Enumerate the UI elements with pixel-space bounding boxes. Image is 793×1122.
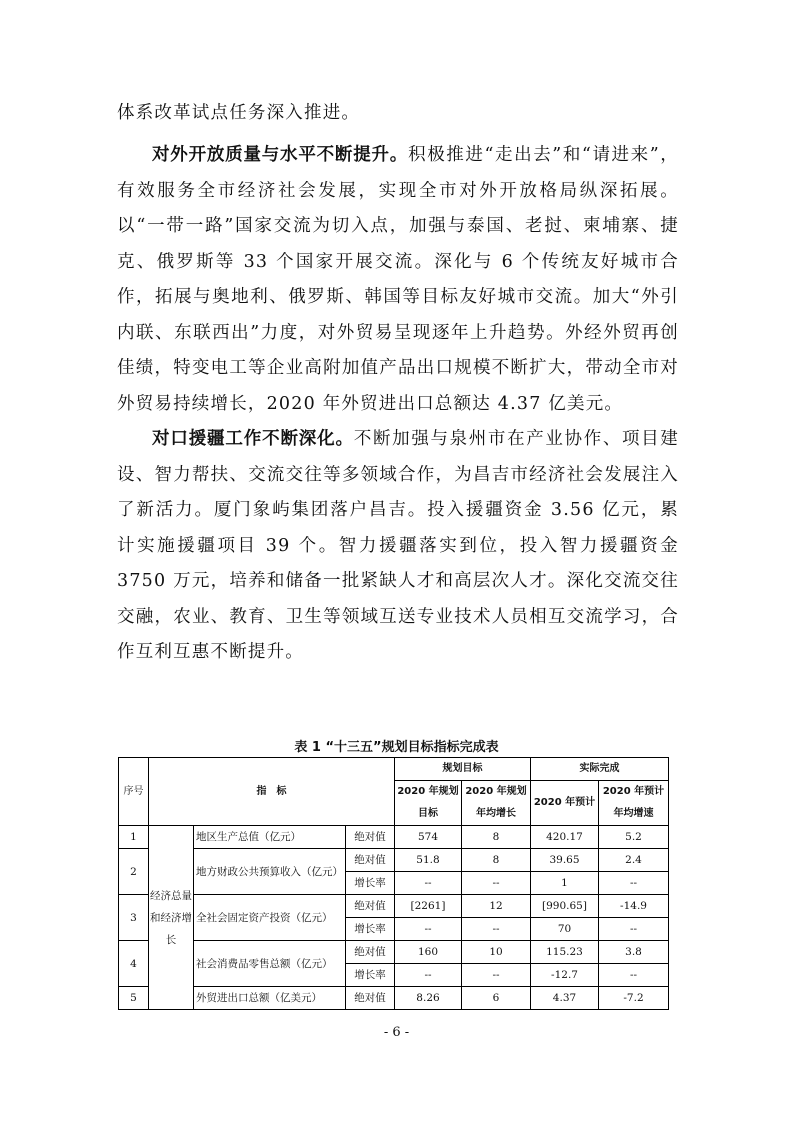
value-type: 增长率: [346, 872, 395, 895]
indicator-name: 全社会固定资产投资（亿元）: [194, 895, 346, 941]
row-seq: 5: [119, 987, 149, 1010]
estimate-growth-value: -7.2: [599, 987, 669, 1010]
target-value: 160: [395, 941, 462, 964]
header-estimate: 2020 年预计: [531, 781, 599, 826]
header-indicator: 指 标: [149, 758, 395, 826]
paragraph-lead: 对口援疆工作不断深化。: [152, 429, 354, 449]
value-type: 绝对值: [346, 826, 395, 849]
header-target-growth: 2020 年规划年均增长: [462, 781, 531, 826]
value-type: 绝对值: [346, 895, 395, 918]
estimate-growth-value: -14.9: [599, 895, 669, 918]
target-value: 8.26: [395, 987, 462, 1010]
page-number: - 6 -: [383, 1025, 410, 1040]
table-row: [119, 987, 669, 1010]
estimate-growth-value: 2.4: [599, 849, 669, 872]
indicator-name: 外贸进出口总额（亿美元）: [194, 987, 346, 1010]
table-row: [119, 849, 669, 872]
paragraph-text: 不断加强与泉州市在产业协作、项目建设、智力帮扶、交流交往等多领域合作，为昌吉市经济社会发展注入了新活力。厦门象屿集团落户昌吉。投入援疆资金 3.56 亿元，累计实施援疆项目 39 个。智力援疆落实到位，投入智力援疆资金 3750 万元，培养和储备一批紧缺人才和高层次人才。深化交流交往交融，农业、教育、卫生等领域互送专业技术人员相互交流学习，合作互利互惠不断提升。: [117, 429, 679, 662]
target-value: --: [395, 964, 462, 987]
indicator-table: [118, 757, 669, 1010]
target-growth-value: 8: [462, 826, 531, 849]
value-type: 绝对值: [346, 941, 395, 964]
estimate-value: 420.17: [531, 826, 599, 849]
indicator-name: 地方财政公共预算收入（亿元）: [194, 849, 346, 895]
row-seq: 2: [119, 849, 149, 895]
estimate-value: 70: [531, 918, 599, 941]
table-row: [119, 895, 669, 918]
target-growth-value: --: [462, 964, 531, 987]
estimate-value: [990.65]: [531, 895, 599, 918]
category-cell: 经济总量和经济增长: [149, 826, 194, 1010]
paragraph-lead: 对外开放质量与水平不断提升。: [152, 145, 409, 165]
header-seq: 序号: [119, 758, 149, 826]
estimate-growth-value: 3.8: [599, 941, 669, 964]
value-type: 增长率: [346, 964, 395, 987]
estimate-value: 1: [531, 872, 599, 895]
target-growth-value: --: [462, 872, 531, 895]
header-target: 2020 年规划目标: [395, 781, 462, 826]
header-estimate-growth: 2020 年预计年均增速: [599, 781, 669, 826]
table-caption: 表 1 “十三五”规划目标指标完成表: [294, 740, 499, 755]
paragraph-text: 体系改革试点任务深入推进。: [117, 103, 361, 123]
estimate-growth-value: --: [599, 918, 669, 941]
target-growth-value: 10: [462, 941, 531, 964]
estimate-growth-value: 5.2: [599, 826, 669, 849]
row-seq: 4: [119, 941, 149, 987]
target-value: --: [395, 872, 462, 895]
estimate-value: 4.37: [531, 987, 599, 1010]
target-value: [2261]: [395, 895, 462, 918]
value-type: 绝对值: [346, 987, 395, 1010]
header-planned-group: 规划目标: [395, 758, 531, 781]
target-value: --: [395, 918, 462, 941]
target-value: 51.8: [395, 849, 462, 872]
paragraph-opening-up: [117, 138, 679, 422]
paragraph-text: 积极推进“走出去”和“请进来”，有效服务全市经济社会发展，实现全市对外开放格局纵深拓展。以“一带一路”国家交流为切入点，加强与泰国、老挝、柬埔寨、捷克、俄罗斯等 33 个国家开展交流。深化与 6 个传统友好城市合作，拓展与奥地利、俄罗斯、韩国等目标友好城市交流。加大“外引内联、东联西出”力度，对外贸易呈现逐年上升趋势。外经外贸再创佳绩，特变电工等企业高附加值产品出口规模不断扩大，带动全市对外贸易持续增长，2020 年外贸进出口总额达 4.37 亿美元。: [117, 145, 679, 414]
value-type: 增长率: [346, 918, 395, 941]
table-row: [119, 941, 669, 964]
paragraph-continuation: [117, 96, 679, 132]
target-growth-value: 6: [462, 987, 531, 1010]
target-growth-value: 12: [462, 895, 531, 918]
header-actual-group: 实际完成: [531, 758, 669, 781]
value-type: 绝对值: [346, 849, 395, 872]
estimate-value: 115.23: [531, 941, 599, 964]
estimate-growth-value: --: [599, 964, 669, 987]
estimate-value: 39.65: [531, 849, 599, 872]
indicator-name: 社会消费品零售总额（亿元）: [194, 941, 346, 987]
row-seq: 1: [119, 826, 149, 849]
target-value: 574: [395, 826, 462, 849]
estimate-growth-value: --: [599, 872, 669, 895]
target-growth-value: --: [462, 918, 531, 941]
target-growth-value: 8: [462, 849, 531, 872]
paragraph-xinjiang-aid: [117, 422, 679, 671]
table-row: [119, 826, 669, 849]
estimate-value: -12.7: [531, 964, 599, 987]
indicator-name: 地区生产总值（亿元）: [194, 826, 346, 849]
row-seq: 3: [119, 895, 149, 941]
